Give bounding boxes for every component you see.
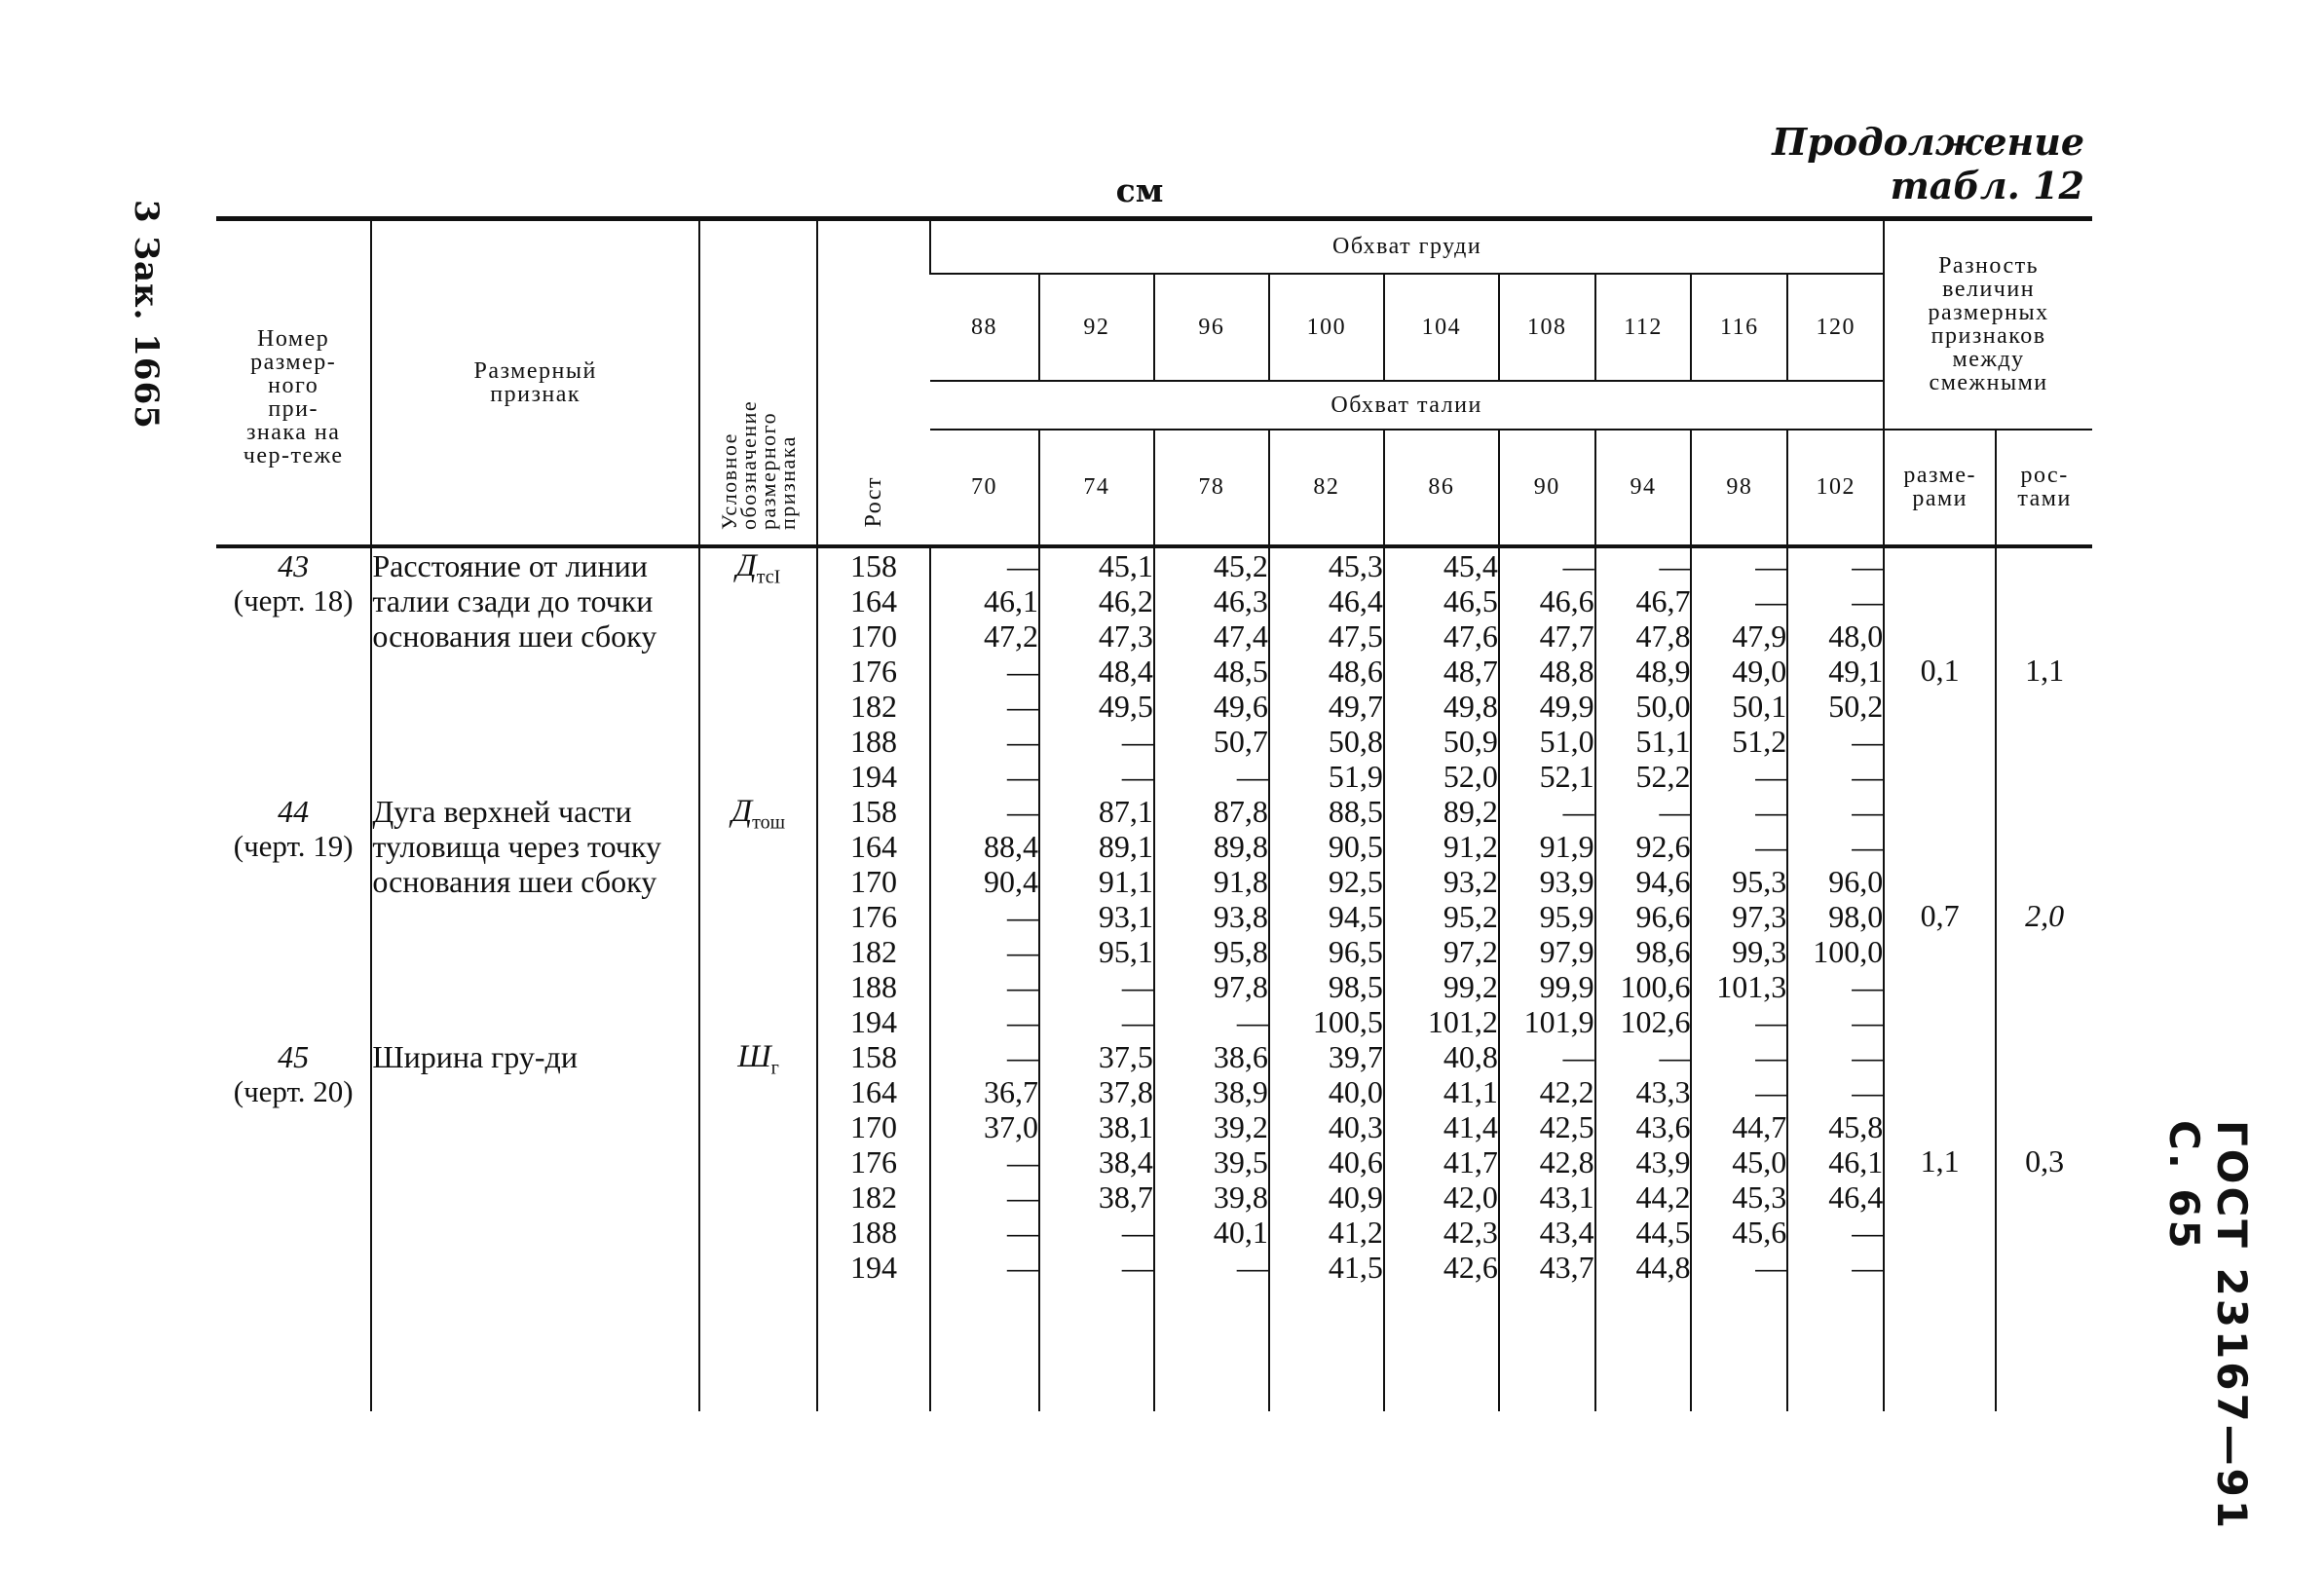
waist-94: 94	[1595, 430, 1692, 546]
waist-82: 82	[1269, 430, 1384, 546]
row-diff-heights: 1,1	[1996, 546, 2092, 794]
header-diff-sizes: разме-рами	[1884, 430, 1996, 546]
header-chest-group: Обхват груди	[930, 219, 1884, 274]
header-diff-heights: рос-тами	[1996, 430, 2092, 546]
tail-cell	[1384, 1285, 1499, 1411]
table-caption: Продолжение табл. 12	[1772, 120, 2084, 207]
tail-cell	[1884, 1285, 1996, 1411]
row-name: Ширина гру-ди	[371, 1039, 699, 1285]
row-values-col-2: 38,6 38,9 39,2 39,5 39,8 40,1 —	[1154, 1039, 1269, 1285]
row-values-col-4: 40,8 41,1 41,4 41,7 42,0 42,3 42,6	[1384, 1039, 1499, 1285]
row-heights: 158 164 170 176 182 188 194	[817, 546, 930, 794]
waist-98: 98	[1691, 430, 1787, 546]
row-symbol: $Д_{тсI}$	[699, 546, 817, 794]
unit-label: см	[1115, 171, 1164, 209]
row-heights: 158 164 170 176 182 188 194	[817, 794, 930, 1039]
row-number: 43 (черт. 18)	[233, 547, 354, 618]
tail-cell	[1691, 1285, 1787, 1411]
row-values-col-8: — — 48,0 49,1 50,2 — —	[1787, 546, 1884, 794]
row-values-col-1: 37,5 37,8 38,1 38,4 38,7 — —	[1039, 1039, 1154, 1285]
row-name: Расстояние от линии талии сзади до точки основания шеи сбоку	[371, 546, 699, 794]
row-values-col-3: 45,3 46,4 47,5 48,6 49,7 50,8 51,9	[1269, 546, 1384, 794]
header-symbol: Условное обозначение размерного признака	[699, 219, 817, 546]
tail-cell	[1269, 1285, 1384, 1411]
row-diff-sizes: 1,1	[1884, 1039, 1996, 1285]
waist-90: 90	[1499, 430, 1595, 546]
tail-cell	[1499, 1285, 1595, 1411]
chest-104: 104	[1384, 274, 1499, 381]
row-values-col-6: — 92,6 94,6 96,6 98,6 100,6 102,6	[1595, 794, 1692, 1039]
tail-cell	[817, 1285, 930, 1411]
header-waist-group: Обхват талии	[930, 381, 1884, 430]
row-values-col-0: — 46,1 47,2 — — — —	[930, 546, 1039, 794]
row-values-col-5: — 46,6 47,7 48,8 49,9 51,0 52,1	[1499, 546, 1595, 794]
waist-102: 102	[1787, 430, 1884, 546]
row-number: 44 (черт. 19)	[233, 793, 354, 863]
table-row	[216, 1039, 2092, 1285]
row-values-col-0: — 36,7 37,0 — — — —	[930, 1039, 1039, 1285]
row-symbol: $Ш_г$	[699, 1039, 817, 1285]
tail-cell	[1787, 1285, 1884, 1411]
row-values-col-6: — 43,3 43,6 43,9 44,2 44,5 44,8	[1595, 1039, 1692, 1285]
tail-cell	[1996, 1285, 2092, 1411]
tail-cell	[930, 1285, 1039, 1411]
row-diff-sizes: 0,7	[1884, 794, 1996, 1039]
row-values-col-6: — 46,7 47,8 48,9 50,0 51,1 52,2	[1595, 546, 1692, 794]
table-row	[216, 794, 2092, 1039]
row-name: Дуга верхней части туловища через точку основания шеи сбоку	[371, 794, 699, 1039]
row-values-col-7: — — 47,9 49,0 50,1 51,2 —	[1691, 546, 1787, 794]
row-values-col-4: 45,4 46,5 47,6 48,7 49,8 50,9 52,0	[1384, 546, 1499, 794]
row-values-col-0: — 88,4 90,4 — — — —	[930, 794, 1039, 1039]
chest-112: 112	[1595, 274, 1692, 381]
row-number: 45 (черт. 20)	[233, 1038, 354, 1108]
measurements-table	[216, 216, 2092, 1411]
row-heights: 158 164 170 176 182 188 194	[817, 1039, 930, 1285]
row-values-col-2: 87,8 89,8 91,8 93,8 95,8 97,8 —	[1154, 794, 1269, 1039]
row-values-col-7: — — 44,7 45,0 45,3 45,6 —	[1691, 1039, 1787, 1285]
waist-78: 78	[1154, 430, 1269, 546]
row-values-col-2: 45,2 46,3 47,4 48,5 49,6 50,7 —	[1154, 546, 1269, 794]
header-diff-group: Разность величин размерных признаков между смежными	[1884, 219, 2092, 430]
row-values-col-7: — — 95,3 97,3 99,3 101,3 —	[1691, 794, 1787, 1039]
row-values-col-5: — 91,9 93,9 95,9 97,9 99,9 101,9	[1499, 794, 1595, 1039]
tail-cell	[1595, 1285, 1692, 1411]
row-values-col-3: 39,7 40,0 40,3 40,6 40,9 41,2 41,5	[1269, 1039, 1384, 1285]
chest-100: 100	[1269, 274, 1384, 381]
chest-92: 92	[1039, 274, 1154, 381]
row-diff-sizes: 0,1	[1884, 546, 1996, 794]
row-values-col-8: — — 45,8 46,1 46,4 — —	[1787, 1039, 1884, 1285]
header-height: Рост	[817, 219, 930, 546]
header-number: Номер размер-ного при-знака на чер-теже	[216, 219, 371, 546]
waist-86: 86	[1384, 430, 1499, 546]
table-tail	[216, 1285, 2092, 1411]
row-values-col-4: 89,2 91,2 93,2 95,2 97,2 99,2 101,2	[1384, 794, 1499, 1039]
waist-74: 74	[1039, 430, 1154, 546]
waist-70: 70	[930, 430, 1039, 546]
row-diff-heights: 2,0	[1996, 794, 2092, 1039]
chest-120: 120	[1787, 274, 1884, 381]
row-values-col-5: — 42,2 42,5 42,8 43,1 43,4 43,7	[1499, 1039, 1595, 1285]
chest-116: 116	[1691, 274, 1787, 381]
order-stamp: 3 Зак. 1665	[127, 200, 166, 430]
standard-page-label: ГОСТ 23167—91 С. 65	[2160, 1120, 2256, 1532]
tail-cell	[699, 1285, 817, 1411]
tail-cell	[371, 1285, 699, 1411]
chest-88: 88	[970, 314, 997, 340]
chest-96: 96	[1154, 274, 1269, 381]
header-name: Размерный признак	[371, 219, 699, 546]
row-values-col-1: 87,1 89,1 91,1 93,1 95,1 — —	[1039, 794, 1154, 1039]
tail-cell	[1039, 1285, 1154, 1411]
row-values-col-1: 45,1 46,2 47,3 48,4 49,5 — —	[1039, 546, 1154, 794]
chest-108: 108	[1499, 274, 1595, 381]
row-symbol: $Д_{тош}$	[699, 794, 817, 1039]
tail-cell	[216, 1285, 371, 1411]
row-values-col-3: 88,5 90,5 92,5 94,5 96,5 98,5 100,5	[1269, 794, 1384, 1039]
tail-cell	[1154, 1285, 1269, 1411]
row-diff-heights: 0,3	[1996, 1039, 2092, 1285]
row-values-col-8: — — 96,0 98,0 100,0 — —	[1787, 794, 1884, 1039]
table-row	[216, 546, 2092, 794]
